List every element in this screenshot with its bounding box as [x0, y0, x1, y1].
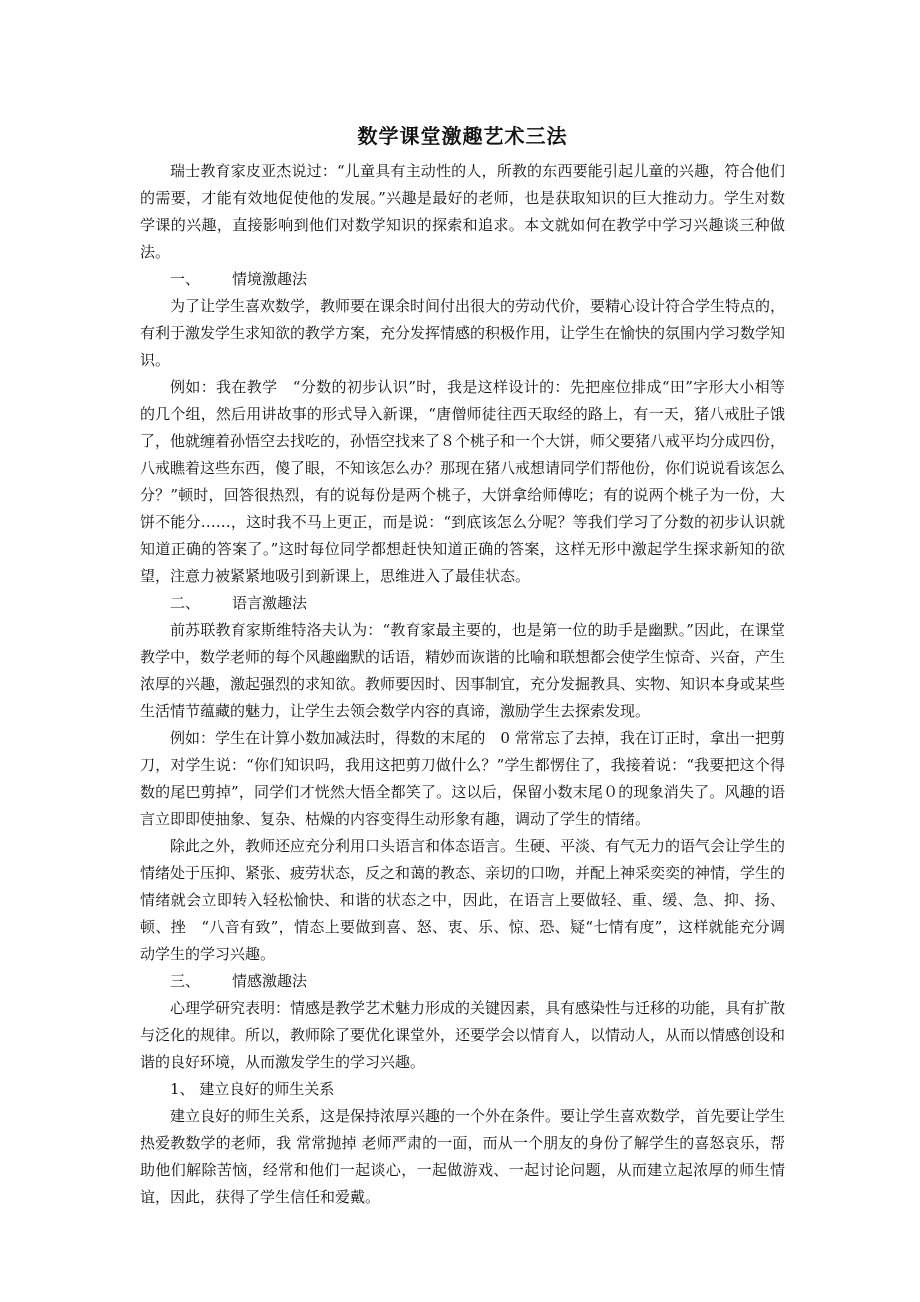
section-number: 一、	[170, 270, 201, 288]
section-title: 情感激趣法	[232, 972, 308, 990]
section3-paragraph-2: 建立良好的师生关系，这是保持浓厚兴趣的一个外在条件。要让学生喜欢数学，首先要让学生热爱教数学的老师，我 常常抛掉 老师严肃的一面，而从一个朋友的身份了解学生的喜怒哀乐，帮助他们解除苦恼，经常和他们一起谈心，一起做游戏、一起讨论问题，从而建立起浓厚的师生情谊，因此，获得了学生信任和爱戴。	[140, 1107, 786, 1206]
section-heading-3	[140, 968, 785, 995]
section-heading-2	[140, 590, 785, 617]
subsection-number: 1、	[170, 1080, 195, 1098]
section1-paragraph-1: 为了让学生喜欢数学，教师要在课余时间付出很大的劳动代价，要精心设计符合学生特点的，有利于激发学生求知欲的教学方案，充分发挥情感的积极作用，让学生在愉快的氛围内学习数学知识。	[140, 297, 786, 369]
document-page	[140, 118, 785, 1211]
section1-paragraph-2: 例如：我在教学 “分数的初步认识”时，我是这样设计的：先把座位排成“田”字形大小相等的几个组，然后用讲故事的形式导入新课，“唐僧师徒往西天取经的路上，有一天，猪八戒肚子饿了，他就缠着孙悟空去找吃的，孙悟空找来了８个桃子和一个大饼，师父要猪八戒平均分成四份，八戒瞧着这些东西，傻了眼，不知该怎么办？那现在猪八戒想请同学们帮他份，你们说说看该怎么分？”顿时，回答很热烈，有的说每份是两个桃子，大饼拿给师傅吃；有的说两个桃子为一份，大饼不能分……，这时我不马上更正，而是说：“到底该怎么分呢？等我们学习了分数的初步认识就知道正确的答案了。”这时每位同学都想赶快知道正确的答案，这样无形中激起学生探求新知的欲望，注意力被紧紧地吸引到新课上，思维进入了最佳状态。	[140, 378, 786, 585]
document-title: 数学课堂激趣艺术三法	[357, 124, 568, 148]
intro-paragraph: 瑞士教育家皮亚杰说过：“儿童具有主动性的人，所教的东西要能引起儿童的兴趣，符合他们的需要，才能有效地促使他的发展。”兴趣是最好的老师，也是获取知识的巨大推动力。学生对数学课的兴趣，直接影响到他们对数学知识的探索和追求。本文就如何在教学中学习兴趣谈三种做法。	[140, 162, 785, 261]
section2-paragraph-1: 前苏联教育家斯维特洛夫认为：“教育家最主要的，也是第一位的助手是幽默。”因此，在课堂教学中，数学老师的每个风趣幽默的话语，精妙而诙谐的比喻和联想都会使学生惊奇、兴奋，产生浓厚的兴趣，激起强烈的求知欲。教师要因时、因事制宜，充分发掘教具、实物、知识本身或某些生活情节蕴藏的魅力，让学生去领会数学内容的真谛，激励学生去探索发现。	[140, 621, 786, 720]
subsection-title: 建立良好的师生关系	[199, 1080, 335, 1098]
section3-paragraph-1: 心理学研究表明：情感是教学艺术魅力形成的关键因素，具有感染性与迁移的功能，具有扩散与泛化的规律。所以，教师除了要优化课堂外，还要学会以情育人，以情动人，从而以情感创设和谐的良好环境，从而激发学生的学习兴趣。	[140, 999, 786, 1071]
subsection-heading-1	[140, 1076, 785, 1103]
section-number: 二、	[170, 594, 201, 612]
section2-paragraph-3: 除此之外，教师还应充分利用口头语言和体态语言。生硬、平淡、有气无力的语气会让学生的情绪处于压抑、紧张、疲劳状态，反之和蔼的教态、亲切的口吻，并配上神采奕奕的神情，学生的情绪就会立即转入轻松愉快、和谐的状态之中，因此，在语言上要做轻、重、缓、急、抑、扬、顿、挫 “八音有致”，情态上要做到喜、怒、衷、乐、惊、恐、疑“七情有度”，这样就能充分调动学生的学习兴趣。	[140, 837, 786, 963]
section-heading-1	[140, 266, 785, 293]
section-title: 情境激趣法	[232, 270, 308, 288]
section-number: 三、	[170, 972, 201, 990]
section-title: 语言激趣法	[232, 594, 308, 612]
section2-paragraph-2: 例如：学生在计算小数加减法时，得数的末尾的 0 常常忘了去掉，我在订正时，拿出一把剪刀，对学生说：“你们知识吗，我用这把剪刀做什么？”学生都愣住了，我接着说：“我要把这个得数的尾巴剪掉”，同学们才恍然大悟全都笑了。这以后，保留小数末尾０的现象消失了。风趣的语言立即即使抽象、复杂、枯燥的内容变得生动形象有趣，调动了学生的情绪。	[140, 729, 785, 828]
